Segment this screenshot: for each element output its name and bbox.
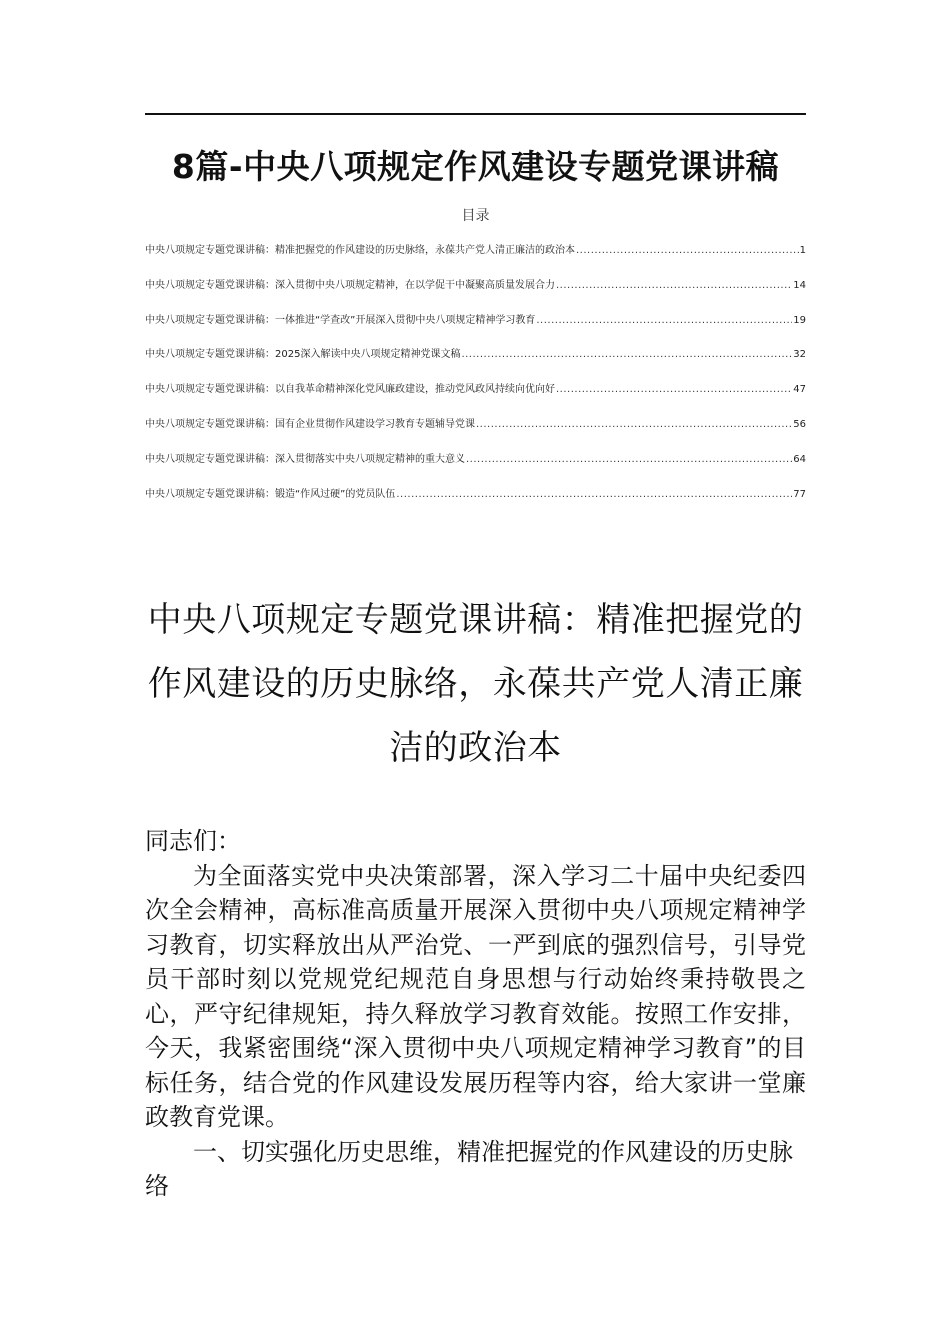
- table-of-contents: [145, 241, 806, 519]
- toc-entry-page: 19: [793, 314, 806, 326]
- toc-entry-page: 77: [793, 488, 806, 500]
- document-page: [145, 0, 806, 1344]
- toc-entry-page: 1: [799, 245, 806, 256]
- toc-entry-page: 56: [793, 418, 806, 430]
- toc-entry-title: 中央八项规定专题党课讲稿：深入贯彻落实中央八项规定精神的重大意义: [145, 453, 465, 465]
- body-text: [145, 824, 806, 1204]
- toc-entry[interactable]: [145, 276, 806, 311]
- toc-entry[interactable]: [145, 345, 806, 380]
- toc-entry-title: 中央八项规定专题党课讲稿：深入贯彻中央八项规定精神，在以学促干中凝聚高质量发展合力: [145, 279, 555, 291]
- toc-leader-dots: [466, 450, 792, 470]
- toc-leader-dots: [556, 380, 792, 400]
- header-rule: [145, 113, 806, 115]
- toc-leader-dots: [536, 311, 792, 331]
- toc-entry-page: 14: [793, 279, 806, 291]
- toc-leader-dots: [396, 485, 792, 505]
- toc-entry[interactable]: [145, 241, 806, 276]
- greeting: 同志们：: [145, 827, 241, 855]
- toc-leader-dots: [556, 276, 792, 296]
- toc-entry-title: 中央八项规定专题党课讲稿：锻造“作风过硬”的党员队伍: [145, 488, 396, 500]
- document-title: 8篇-中央八项规定作风建设专题党课讲稿: [171, 147, 780, 186]
- toc-entry[interactable]: [145, 415, 806, 450]
- toc-heading: 目录: [461, 208, 490, 224]
- toc-entry-title: 中央八项规定专题党课讲稿：以自我革命精神深化党风廉政建设，推动党风政风持续向优向好: [145, 384, 555, 396]
- toc-entry-page: 47: [793, 384, 806, 396]
- toc-entry-title: 中央八项规定专题党课讲稿：国有企业贯彻作风建设学习教育专题辅导党课: [145, 418, 475, 430]
- toc-entry-title: 中央八项规定专题党课讲稿：2025深入解读中央八项规定精神党课文稿: [145, 349, 461, 361]
- toc-leader-dots: [476, 415, 792, 435]
- toc-entry[interactable]: [145, 311, 806, 346]
- toc-entry[interactable]: [145, 380, 806, 415]
- toc-entry-title: 中央八项规定专题党课讲稿：精准把握党的作风建设的历史脉络，永葆共产党人清正廉洁的政治本: [145, 245, 575, 256]
- toc-entry[interactable]: [145, 485, 806, 520]
- toc-leader-dots: [576, 241, 799, 261]
- body-paragraph: 为全面落实党中央决策部署，深入学习二十届中央纪委四次全会精神，高标准高质量开展深入贯彻中央八项规定精神学习教育，切实释放出从严治党、一严到底的强烈信号，引导党员干部时刻以党规党纪规范自身思想与行动始终秉持敬畏之心，严守纪律规矩，持久释放学习教育效能。按照工作安排，今天，我紧密围绕“深入贯彻中央八项规定精神学习教育”的目标任务，结合党的作风建设发展历程等内容，给大家讲一堂廉政教育党课。: [145, 861, 806, 1131]
- section-title: 中央八项规定专题党课讲稿：精准把握党的作风建设的历史脉络，永葆共产党人清正廉洁的政治本: [147, 600, 804, 768]
- section-heading: 一、切实强化历史思维，精准把握党的作风建设的历史脉络: [145, 1137, 793, 1200]
- toc-entry-title: 中央八项规定专题党课讲稿：一体推进“学查改”开展深入贯彻中央八项规定精神学习教育: [145, 314, 536, 326]
- toc-leader-dots: [461, 345, 792, 365]
- toc-entry[interactable]: [145, 450, 806, 485]
- toc-entry-page: 64: [793, 453, 806, 465]
- toc-entry-page: 32: [793, 349, 806, 361]
